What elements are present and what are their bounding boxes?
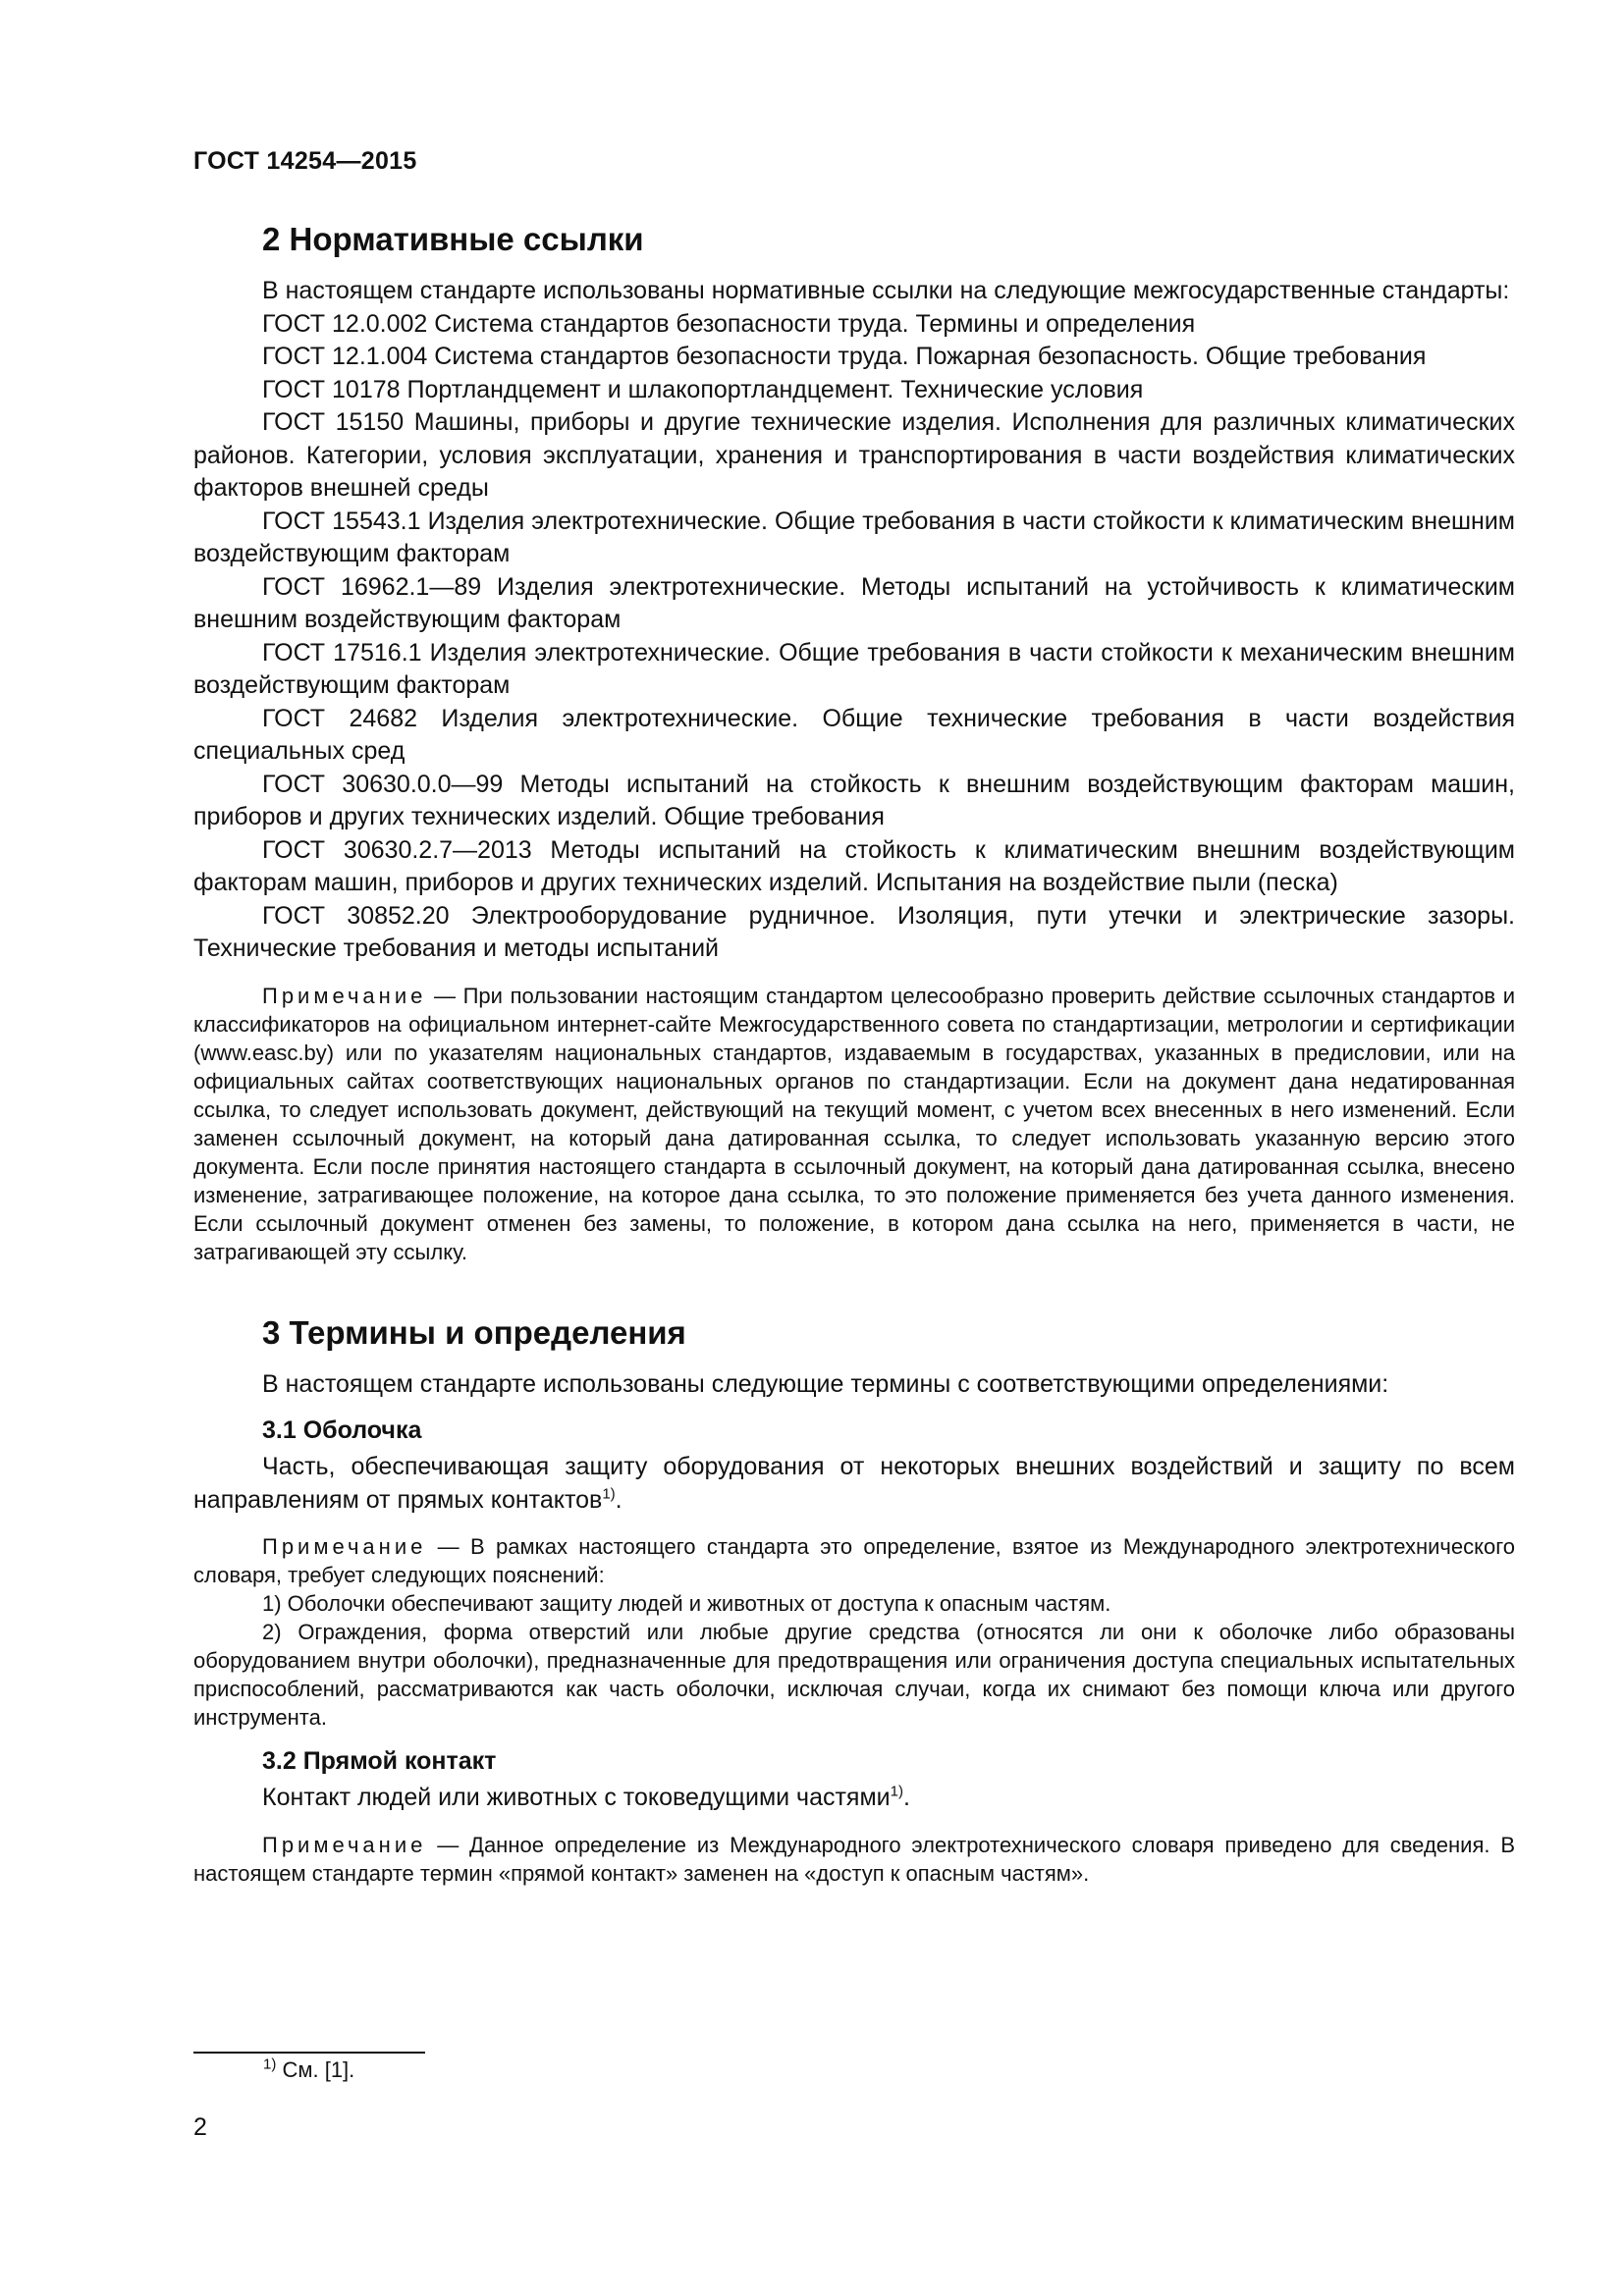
normative-ref: ГОСТ 10178 Портландцемент и шлакопортландцемент. Технические условия: [262, 375, 1144, 403]
normative-ref: ГОСТ 15543.1 Изделия электротехнические. Общие требования в части стойкости к климатическим внешним воздействующим факторам: [193, 507, 1515, 567]
section-2-note: [193, 982, 1515, 1266]
note-label: Примечание: [262, 1534, 427, 1559]
term-3-1-title: 3.1 Оболочка: [262, 1416, 422, 1444]
normative-ref: ГОСТ 24682 Изделия электротехнические. Общие технические требования в части воздействия специальных сред: [193, 704, 1515, 765]
footnote-ref[interactable]: 1): [602, 1485, 616, 1503]
term-3-2-definition: Контакт людей или животных с токоведущими частями$^{1)}$.: [262, 1783, 910, 1811]
normative-ref: ГОСТ 15150 Машины, приборы и другие технические изделия. Исполнения для различных климатических районов. Категории, условия эксплуатации, хранения и транспортирования в части воздействия климатических факторов внешней среды: [193, 408, 1515, 502]
document-code-header: ГОСТ 14254—2015: [193, 147, 417, 175]
section-3-title: 3 Термины и определения: [262, 1313, 686, 1351]
note-text: — В рамках настоящего стандарта это определение, взятое из Международного электротехнического словаря, требует следующих пояснений:: [193, 1534, 1515, 1587]
footnote-mark: 1): [263, 2056, 277, 2073]
definition-text: Контакт людей или животных с токоведущими частями: [262, 1784, 891, 1811]
normative-ref: ГОСТ 12.1.004 Система стандартов безопасности труда. Пожарная безопасность. Общие требования: [262, 343, 1427, 370]
normative-ref: ГОСТ 12.0.002 Система стандартов безопасности труда. Термины и определения: [262, 309, 1196, 338]
note-text: — Данное определение из Международного электротехнического словаря приведено для сведения. В настоящем стандарте термин «прямой контакт» заменен на «доступ к опасным частям».: [193, 1832, 1515, 1886]
footnote-text: См. [1].: [282, 2057, 355, 2082]
footnote-ref[interactable]: 1): [890, 1783, 903, 1800]
normative-ref: ГОСТ 30630.2.7—2013 Методы испытаний на стойкость к климатическим внешним воздействующим факторам машин, приборов и других технических изделий. Испытания на воздействие пыли (песка): [193, 835, 1515, 896]
normative-ref: ГОСТ 30852.20 Электрооборудование рудничное. Изоляция, пути утечки и электрические зазоры. Технические требования и методы испытаний: [193, 901, 1515, 962]
term-3-1-note: [193, 1532, 1515, 1589]
note-label: Примечание: [262, 1832, 427, 1857]
normative-ref: ГОСТ 17516.1 Изделия электротехнические. Общие требования в части стойкости к механическим внешним воздействующим факторам: [193, 638, 1515, 699]
footnote-separator: [193, 2052, 425, 2054]
note-text: — При пользовании настоящим стандартом целесообразно проверить действие ссылочных стандартов и классификаторов на официальном интернет-сайте Межгосударственного совета по стандартизации, метрологии и сертификации (www.easc.by) или по указателям национальных стандартов, издаваемым в государствах, указанных в предисловии, или на официальных сайтах соответствующих национальных органов по стандартизации. Если на документ дана недатированная ссылка, то следует использовать документ, действующий на текущий момент, с учетом всех внесенных в него изменений. Если заменен ссылочный документ, на который дана датированная ссылка, то следует использовать указанную версию этого документа. Если после принятия настоящего стандарта в ссылочный документ, на который дана датированная ссылка, внесено изменение, затрагивающее положение, на которое дана ссылка, то это положение применяется без учета данного изменения. Если ссылочный документ отменен без замены, то положение, в котором дана ссылка на него, применяется в части, не затрагивающей эту ссылку.: [193, 983, 1516, 1264]
footnote: [263, 2057, 354, 2083]
normative-ref: ГОСТ 16962.1—89 Изделия электротехнические. Методы испытаний на устойчивость к климатическим внешним воздействующим факторам: [193, 572, 1515, 633]
section-2-intro: В настоящем стандарте использованы нормативные ссылки на следующие межгосударственные стандарты:: [262, 277, 1510, 304]
page-content: [193, 218, 1515, 1888]
term-3-1-definition: Часть, обеспечивающая защиту оборудования от некоторых внешних воздействий и защиту по всем направлениям от прямых контактов$^{1)}$.: [193, 1453, 1515, 1514]
term-3-1-note-item-2: 2) Ограждения, форма отверстий или любые другие средства (относятся ли они к оболочке либо образованы оборудованием внутри оболочки), предназначенные для предотвращения или ограничения доступа специальных испытательных приспособлений, рассматриваются как часть оболочки, исключая случаи, когда их снимают без помощи ключа или другого инструмента.: [193, 1620, 1515, 1730]
term-3-2-note: [193, 1831, 1515, 1888]
definition-text: Часть, обеспечивающая защиту оборудования от некоторых внешних воздействий и защиту по всем направлениям от прямых контактов: [193, 1453, 1515, 1514]
term-3-2-title: 3.2 Прямой контакт: [262, 1747, 497, 1775]
normative-ref: ГОСТ 30630.0.0—99 Методы испытаний на стойкость к внешним воздействующим факторам машин, приборов и других технических изделий. Общие требования: [193, 770, 1515, 830]
section-3-intro: В настоящем стандарте использованы следующие термины с соответствующими определениями:: [262, 1369, 1389, 1398]
page-number: 2: [193, 2113, 207, 2141]
term-3-1-note-item-1: 1) Оболочки обеспечивают защиту людей и животных от доступа к опасным частям.: [262, 1591, 1111, 1616]
note-label: Примечание: [262, 983, 427, 1008]
section-2-title: 2 Нормативные ссылки: [262, 221, 644, 257]
